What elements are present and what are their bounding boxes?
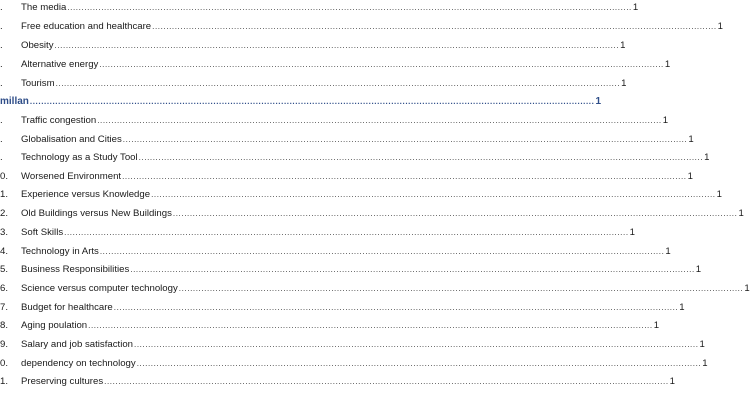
toc-entry[interactable] [0,38,626,54]
dot-leader: ........................................................................................................................................................................................................ [136,359,702,368]
entry-number: 8. [0,320,9,331]
toc-entry[interactable] [0,76,627,92]
entry-page-number: 1 [629,227,635,238]
toc-entry[interactable] [0,300,685,316]
entry-title: Worsened Environment [21,169,122,185]
entry-page-number: 1 [669,376,675,387]
toc-entry[interactable] [0,244,671,260]
section-page-number: 1 [595,96,601,107]
dot-leader: ........................................................................................................................................................................................................ [64,228,629,237]
toc-section-heading[interactable] [0,94,601,110]
entry-number: . [0,78,3,89]
entry-page-number: 1 [653,320,660,331]
dot-leader: ........................................................................................................................................................................................................ [178,284,744,293]
dot-leader: ........................................................................................................................................................................................................ [88,321,653,330]
dot-leader: ........................................................................................................................................................................................................ [134,340,699,349]
entry-page-number: 1 [704,152,710,163]
entry-number: 4. [0,246,9,257]
entry-page-number: 1 [632,2,639,13]
toc-entry[interactable] [0,206,744,222]
entry-page-number: 1 [621,78,627,89]
toc-entry[interactable] [0,169,693,185]
toc-entry[interactable] [0,19,724,35]
entry-page-number: 1 [679,302,685,313]
entry-title: Soft Skills [21,225,64,241]
section-title: millan [0,94,30,110]
entry-page-number: 1 [702,358,708,369]
entry-title: Free education and healthcare [21,19,152,35]
dot-leader: ........................................................................................................................................................................................................ [130,265,695,274]
entry-title: Traffic congestion [21,113,97,129]
entry-number: . [0,134,3,145]
dot-leader: ........................................................................................................................................................................................................ [99,60,664,69]
entry-title: Old Buildings versus New Buildings [21,206,173,222]
entry-number: 0. [0,358,9,369]
entry-number: . [0,40,3,51]
dot-leader: ........................................................................................................................................................................................................ [138,153,704,162]
toc-entry[interactable] [0,150,710,166]
entry-title: Business Responsibilities [21,262,130,278]
entry-title: Aging poulation [21,318,88,334]
dot-leader: ........................................................................................................................................................................................................ [67,3,632,12]
dot-leader: ........................................................................................................................................................................................................ [54,41,620,50]
entry-title: Technology in Arts [21,244,100,260]
dot-leader: ........................................................................................................................................................................................................ [151,190,716,199]
toc-entry[interactable] [0,356,708,372]
toc-entry[interactable] [0,337,705,353]
entry-page-number: 1 [717,21,724,32]
toc-entry[interactable] [0,187,722,203]
toc-entry[interactable] [0,0,639,16]
entry-title: Experience versus Knowledge [21,187,151,203]
entry-title: Science versus computer technology [21,281,179,297]
entry-page-number: 1 [699,339,705,350]
entry-title: Technology as a Study Tool [21,150,139,166]
entry-page-number: 1 [695,264,702,275]
dot-leader: ........................................................................................................................................................................................................ [97,116,662,125]
entry-number: 0. [0,171,9,182]
entry-number: 5. [0,264,9,275]
entry-page-number: 1 [665,246,671,257]
entry-page-number: 1 [687,171,693,182]
entry-number: 2. [0,208,9,219]
entry-page-number: 1 [716,189,722,200]
toc-entry[interactable] [0,132,694,148]
entry-title: Tourism [21,76,56,92]
dot-leader: ........................................................................................................................................................................................................ [122,172,687,181]
entry-title: The media [21,0,67,16]
toc-entry[interactable] [0,318,660,334]
entry-title: Globalisation and Cities [21,132,123,148]
dot-leader: ........................................................................................................................................................................................................ [55,79,621,88]
entry-title: Preserving cultures [21,374,104,390]
entry-page-number: 1 [738,208,744,219]
entry-page-number: 1 [744,283,750,294]
entry-number: 7. [0,302,9,313]
dot-leader: ........................................................................................................................................................................................................ [99,247,665,256]
dot-leader: ........................................................................................................................................................................................................ [152,22,717,31]
entry-number: 6. [0,283,9,294]
dot-leader: ........................................................................................................................................................................................................ [113,303,679,312]
entry-title: Budget for healthcare [21,300,114,316]
toc-entry[interactable] [0,57,671,73]
toc-entry[interactable] [0,281,750,297]
entry-title: Obesity [21,38,55,54]
entry-number: . [0,2,3,13]
entry-number: 1. [0,189,9,200]
toc-entry[interactable] [0,225,635,241]
entry-number: 9. [0,339,9,350]
entry-title: dependency on technology [21,356,137,372]
entry-page-number: 1 [620,40,626,51]
dot-leader: ........................................................................................................................................................................................................ [29,97,595,106]
entry-page-number: 1 [664,59,671,70]
entry-number: 3. [0,227,9,238]
dot-leader: ........................................................................................................................................................................................................ [122,135,688,144]
entry-title: Alternative energy [21,57,99,73]
entry-number: . [0,115,3,126]
entry-title: Salary and job satisfaction [21,337,134,353]
entry-page-number: 1 [662,115,669,126]
entry-number: . [0,59,3,70]
toc-entry[interactable] [0,262,702,278]
toc-entry[interactable] [0,113,669,129]
entry-number: . [0,21,3,32]
entry-number: 1. [0,376,9,387]
entry-page-number: 1 [688,134,694,145]
entry-number: . [0,152,3,163]
dot-leader: ........................................................................................................................................................................................................ [104,377,669,386]
dot-leader: ........................................................................................................................................................................................................ [172,209,738,218]
toc-entry[interactable] [0,374,675,390]
